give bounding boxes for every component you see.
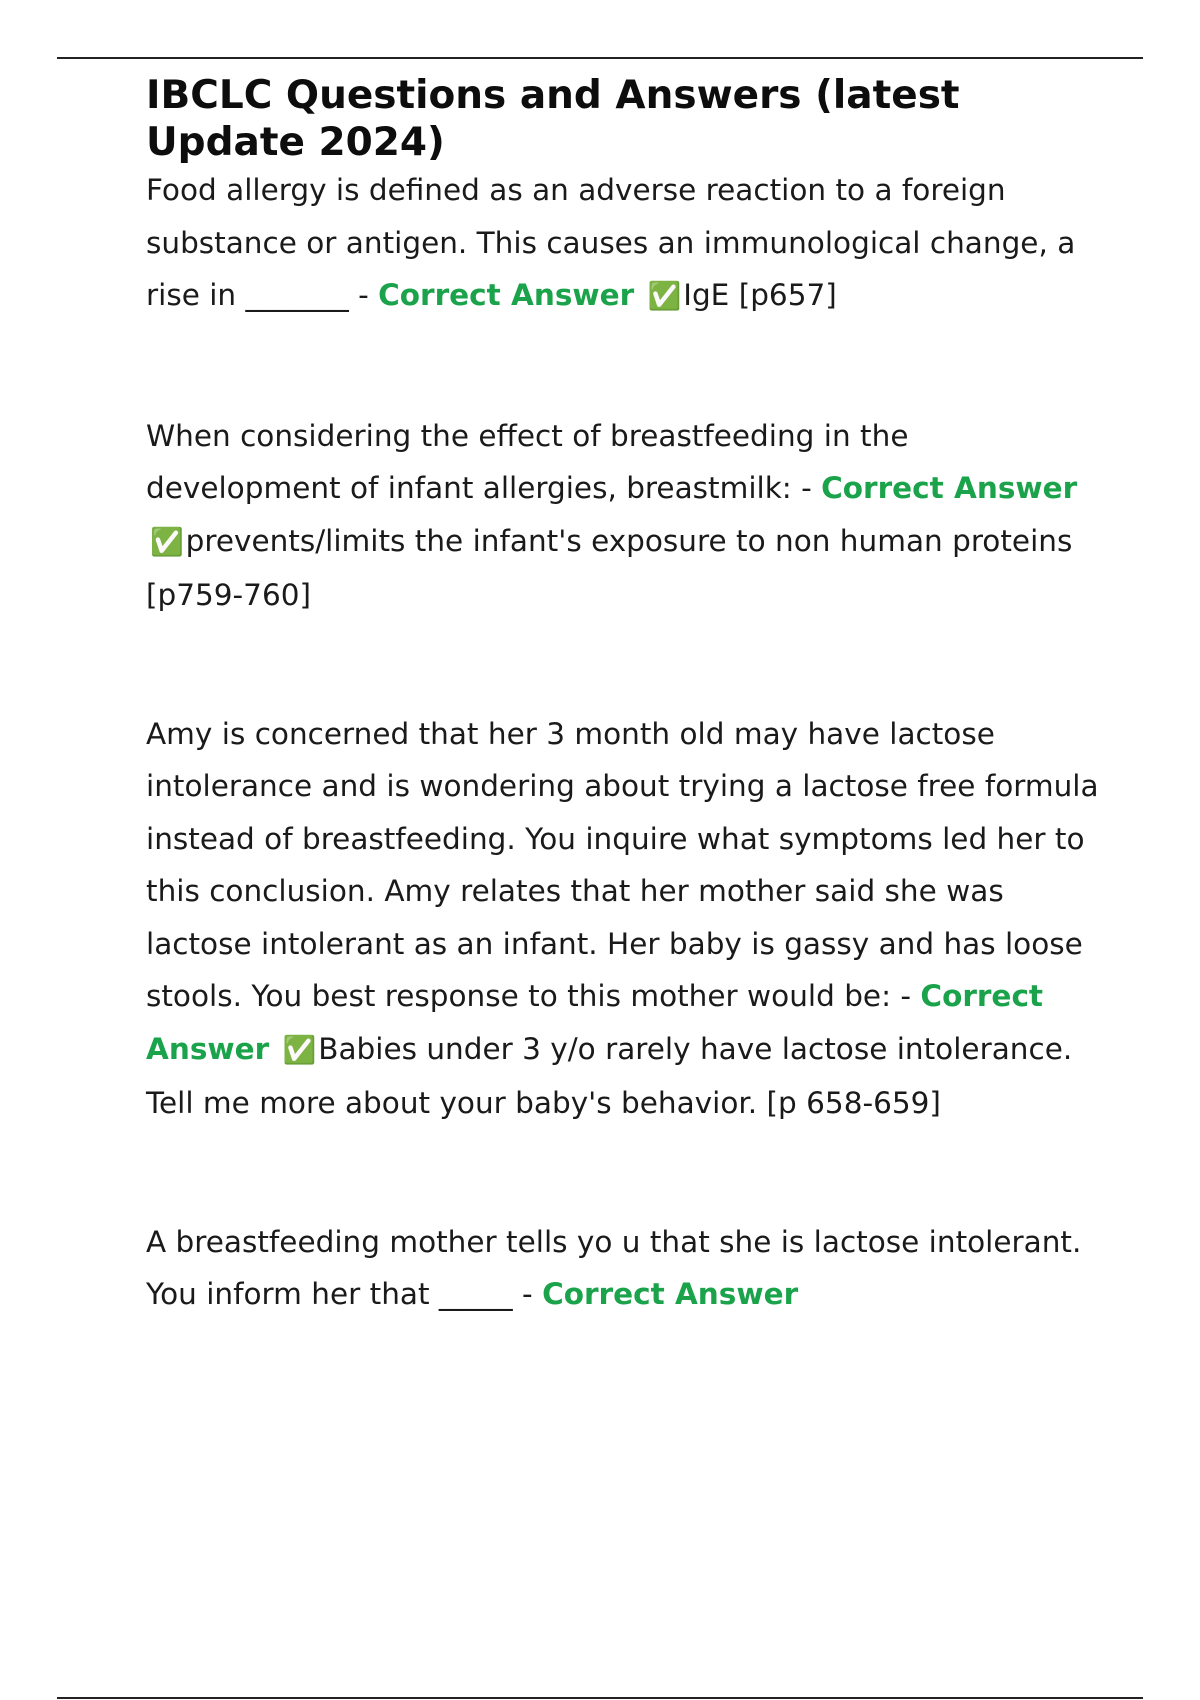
answer-text: IgE [p657] (683, 278, 837, 312)
check-icon: ✅ (647, 281, 682, 312)
bottom-rule (57, 1697, 1143, 1699)
check-icon: ✅ (282, 1034, 317, 1066)
document-body (146, 72, 1106, 1321)
correct-answer-label: Correct Answer (821, 471, 1078, 505)
qa-item-2 (146, 410, 1106, 622)
qa-item-3 (146, 708, 1106, 1130)
document-title: IBCLC Questions and Answers (latest Update 2024) (146, 73, 960, 165)
correct-answer-label: Correct Answer (542, 1277, 799, 1311)
answer-text: Babies under 3 y/o rarely have lactose intolerance. Tell me more about your baby's behavior. [p 658-659] (146, 1031, 1073, 1120)
check-icon: ✅ (150, 526, 184, 558)
top-rule (57, 57, 1143, 59)
correct-answer-label: Correct Answer (378, 278, 635, 312)
correct-answer-label: Correct Answer (146, 979, 1044, 1066)
question-text: Food allergy is defined as an adverse reaction to a foreign substance or antigen. This causes an immunological change, a rise in _______ - (146, 173, 1076, 312)
qa-item-4 (146, 1216, 1106, 1321)
question-text: When considering the effect of breastfeeding in the development of infant allergies, breastmilk: - (146, 418, 909, 505)
question-text: A breastfeeding mother tells yo u that she is lactose intolerant. You inform her that _____ - (146, 1224, 1082, 1311)
qa-item-1 (146, 164, 1106, 324)
answer-text: prevents/limits the infant's exposure to non human proteins [p759-760] (146, 523, 1073, 612)
question-text: Amy is concerned that her 3 month old may have lactose intolerance and is wondering about trying a lactose free formula instead of breastfeeding. You inquire what symptoms led her to this conclusion. Amy relates that her mother said she was lactose intolerant as an infant. Her baby is gassy and has loose stools. You best response to this mother would be: - (146, 716, 1099, 1013)
